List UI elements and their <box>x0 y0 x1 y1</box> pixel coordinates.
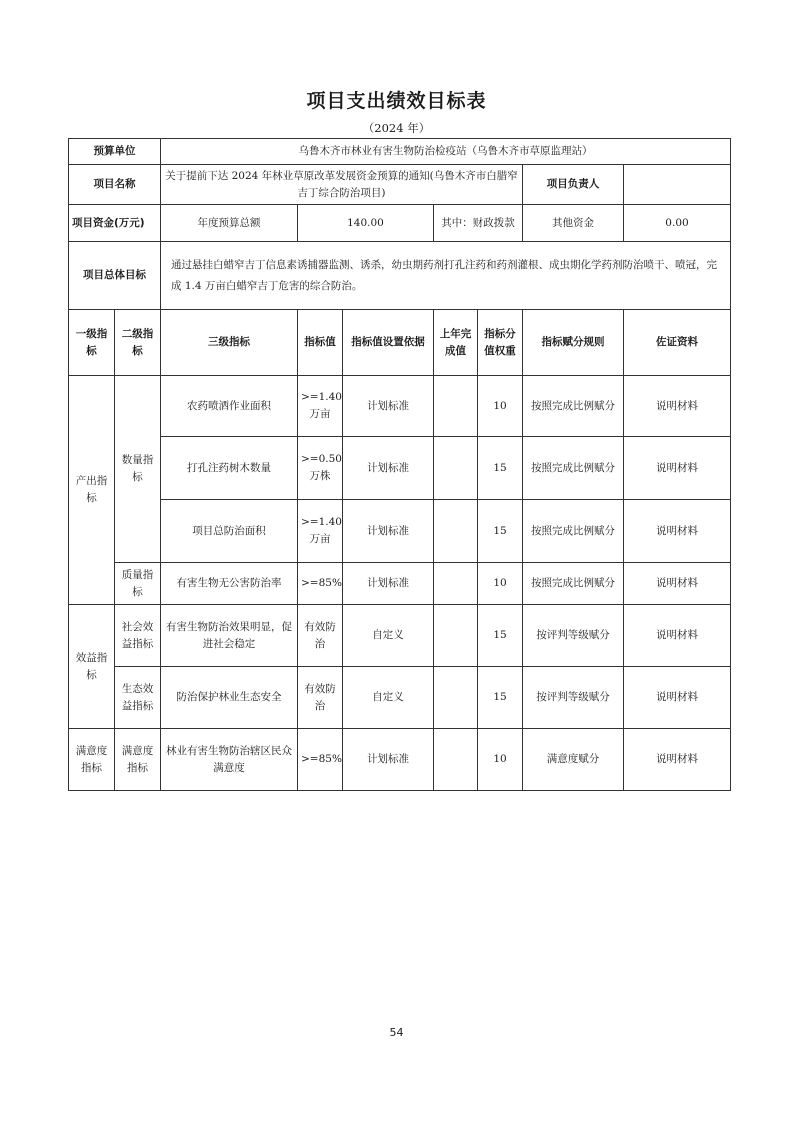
weight-cell: 15 <box>478 667 523 729</box>
last-year-cell <box>434 563 478 605</box>
annual-budget-label: 年度预算总额 <box>161 205 298 242</box>
value-cell: >=1.40万亩 <box>298 500 343 563</box>
basis-cell: 自定义 <box>343 667 434 729</box>
level2-satisfaction: 满意度指标 <box>115 729 161 791</box>
rule-cell: 按评判等级赋分 <box>523 667 624 729</box>
table-row <box>69 437 731 500</box>
level3-cell: 林业有害生物防治辖区民众满意度 <box>161 729 298 791</box>
weight-cell: 10 <box>478 376 523 437</box>
basis-cell: 自定义 <box>343 605 434 667</box>
level2-ecology: 生态效益指标 <box>115 667 161 729</box>
level1-output: 产出指标 <box>69 376 115 605</box>
table-row <box>69 500 731 563</box>
evidence-cell: 说明材料 <box>624 729 731 791</box>
level1-benefit: 效益指标 <box>69 605 115 729</box>
value-cell: 有效防治 <box>298 667 343 729</box>
rule-cell: 满意度赋分 <box>523 729 624 791</box>
level3-cell: 有害生物防治效果明显，促进社会稳定 <box>161 605 298 667</box>
col-header-level1: 一级指标 <box>69 310 115 376</box>
last-year-cell <box>434 437 478 500</box>
level3-cell: 农药喷洒作业面积 <box>161 376 298 437</box>
project-name-value: 关于提前下达 2024 年林业草原改革发展资金预算的通知(乌鲁木齐市白腊窄吉丁综合防治项目) <box>161 165 523 205</box>
evidence-cell: 说明材料 <box>624 437 731 500</box>
weight-cell: 15 <box>478 437 523 500</box>
basis-cell: 计划标准 <box>343 500 434 563</box>
level3-cell: 项目总防治面积 <box>161 500 298 563</box>
level3-cell: 防治保护林业生态安全 <box>161 667 298 729</box>
col-header-weight: 指标分值权重 <box>478 310 523 376</box>
last-year-cell <box>434 500 478 563</box>
table-row <box>69 729 731 791</box>
basis-cell: 计划标准 <box>343 729 434 791</box>
value-cell: >=85% <box>298 563 343 605</box>
evidence-cell: 说明材料 <box>624 605 731 667</box>
weight-cell: 10 <box>478 729 523 791</box>
rule-cell: 按照完成比例赋分 <box>523 437 624 500</box>
annual-budget-value: 140.00 <box>298 205 434 242</box>
last-year-cell <box>434 605 478 667</box>
col-header-level2: 二级指标 <box>115 310 161 376</box>
budget-unit-value: 乌鲁木齐市林业有害生物防治检疫站（乌鲁木齐市草原监理站） <box>161 139 731 165</box>
rule-cell: 按照完成比例赋分 <box>523 376 624 437</box>
rule-cell: 按评判等级赋分 <box>523 605 624 667</box>
rule-cell: 按照完成比例赋分 <box>523 563 624 605</box>
last-year-cell <box>434 667 478 729</box>
level3-cell: 打孔注药树木数量 <box>161 437 298 500</box>
basis-cell: 计划标准 <box>343 563 434 605</box>
weight-cell: 10 <box>478 563 523 605</box>
other-fund-value: 0.00 <box>624 205 731 242</box>
last-year-cell <box>434 729 478 791</box>
col-header-value: 指标值 <box>298 310 343 376</box>
col-header-last-year: 上年完成值 <box>434 310 478 376</box>
level1-satisfaction: 满意度指标 <box>69 729 115 791</box>
basis-cell: 计划标准 <box>343 376 434 437</box>
evidence-cell: 说明材料 <box>624 376 731 437</box>
budget-unit-label: 预算单位 <box>69 139 161 165</box>
weight-cell: 15 <box>478 605 523 667</box>
project-owner-value <box>624 165 731 205</box>
table-row <box>69 667 731 729</box>
col-header-evidence: 佐证资料 <box>624 310 731 376</box>
value-cell: >=1.40万亩 <box>298 376 343 437</box>
overall-goal-value: 通过悬挂白蜡窄吉丁信息素诱捕器监测、诱杀，幼虫期药剂打孔注药和药剂灌根、成虫期化学药剂防治喷干、喷冠，完成 1.4 万亩白蜡窄吉丁危害的综合防治。 <box>161 242 731 310</box>
basis-cell: 计划标准 <box>343 437 434 500</box>
last-year-cell <box>434 376 478 437</box>
rule-cell: 按照完成比例赋分 <box>523 500 624 563</box>
evidence-cell: 说明材料 <box>624 500 731 563</box>
project-fund-label: 项目资金(万元) <box>69 205 161 242</box>
col-header-level3: 三级指标 <box>161 310 298 376</box>
project-owner-label: 项目负责人 <box>523 165 624 205</box>
value-cell: >=85% <box>298 729 343 791</box>
fiscal-fund-label: 其中：财政拨款 <box>434 205 523 242</box>
table-row <box>69 605 731 667</box>
level3-cell: 有害生物无公害防治率 <box>161 563 298 605</box>
level2-quality: 质量指标 <box>115 563 161 605</box>
level2-social: 社会效益指标 <box>115 605 161 667</box>
col-header-rule: 指标赋分规则 <box>523 310 624 376</box>
col-header-basis: 指标值设置依据 <box>343 310 434 376</box>
value-cell: 有效防治 <box>298 605 343 667</box>
value-cell: >=0.50万株 <box>298 437 343 500</box>
overall-goal-label: 项目总体目标 <box>69 242 161 310</box>
weight-cell: 15 <box>478 500 523 563</box>
performance-table <box>68 138 731 791</box>
other-fund-label: 其他资金 <box>523 205 624 242</box>
project-name-label: 项目名称 <box>69 165 161 205</box>
level2-quantity: 数量指标 <box>115 376 161 563</box>
page-title: 项目支出绩效目标表 <box>306 90 487 112</box>
evidence-cell: 说明材料 <box>624 667 731 729</box>
page-number: 54 <box>389 1026 404 1039</box>
table-row <box>69 563 731 605</box>
evidence-cell: 说明材料 <box>624 563 731 605</box>
year-label: （2024 年） <box>362 121 431 135</box>
table-row <box>69 376 731 437</box>
